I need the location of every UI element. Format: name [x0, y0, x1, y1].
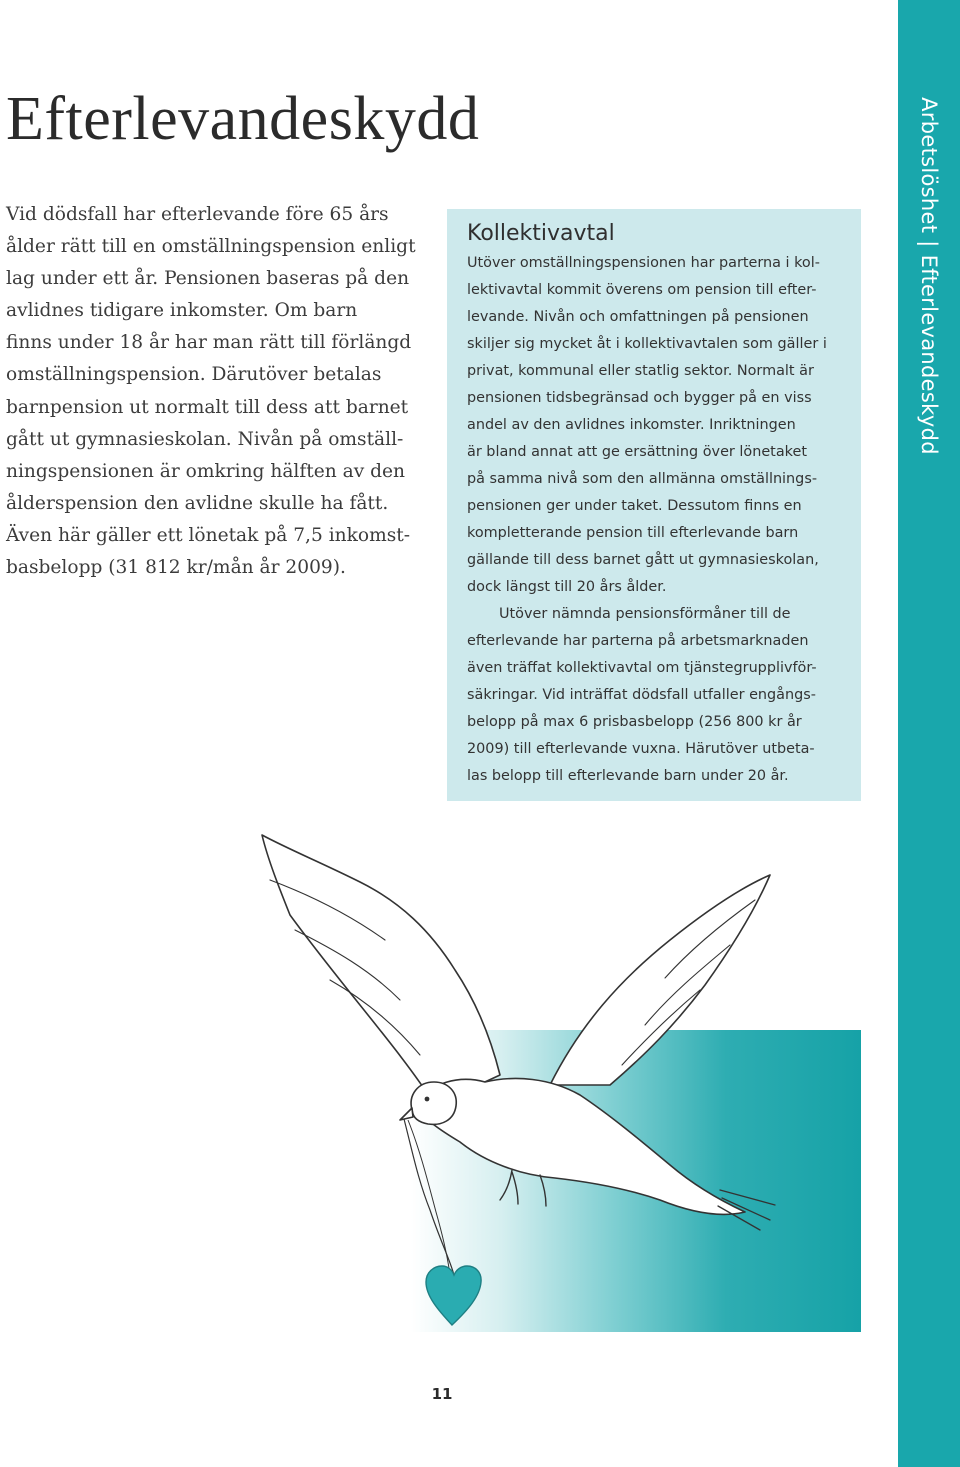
main-text-line: omställningspension. Därutöver betalas [6, 364, 382, 386]
info-box-line: Utöver omställningspensionen har parterna i kol- [467, 255, 820, 271]
info-box-line: levande. Nivån och omfattningen på pensionen [467, 309, 809, 325]
main-text-line: lag under ett år. Pensionen baseras på den [6, 268, 410, 290]
page-number: 11 [431, 1385, 453, 1403]
main-text [6, 199, 418, 584]
info-box-line: på samma nivå som den allmänna omställnings- [467, 471, 818, 487]
info-box-line: dock längst till 20 års ålder. [467, 579, 667, 595]
main-text-line: ålderspension den avlidne skulle ha fått. [6, 492, 389, 514]
main-text-line: Även här gäller ett lönetak på 7,5 inkomst- [6, 524, 411, 546]
info-box-line: kompletterande pension till efterlevande barn [467, 525, 799, 541]
chapter-side-tab-label: Arbetslöshet | Efterlevandeskydd [917, 97, 941, 455]
chapter-side-tab [898, 0, 960, 1467]
info-box-line: andel av den avlidnes inkomster. Inriktningen [467, 417, 796, 433]
info-box-line: pensionen ger under taket. Dessutom finns en [467, 498, 802, 514]
info-box-line: 2009) till efterlevande vuxna. Härutöver utbeta- [467, 741, 815, 757]
info-box-line: Utöver nämnda pensionsförmåner till de [499, 606, 791, 622]
main-text-line: gått ut gymnasieskolan. Nivån på omställ- [6, 428, 404, 450]
info-box-title: Kollektivavtal [467, 221, 615, 246]
info-box-line: las belopp till efterlevande barn under 20 år. [467, 768, 789, 784]
heart-icon [426, 1266, 481, 1325]
info-box-line: lektivavtal kommit överens om pension till efter- [467, 282, 817, 298]
info-box-line: är bland annat att ge ersättning över lönetaket [467, 444, 807, 460]
dove-with-heart-icon [250, 820, 790, 1330]
info-box-line: även träffat kollektivavtal om tjänstegrupplivför- [467, 660, 817, 676]
info-box-text [467, 250, 855, 790]
info-box-line: pensionen tidsbegränsad och bygger på en viss [467, 390, 812, 406]
info-box-line: gällande till dess barnet gått ut gymnasieskolan, [467, 552, 819, 568]
info-box-line: efterlevande har parterna på arbetsmarknaden [467, 633, 809, 649]
info-box-line: privat, kommunal eller statlig sektor. Normalt är [467, 363, 814, 379]
info-box-line: skiljer sig mycket åt i kollektivavtalen som gäller i [467, 336, 827, 352]
main-text-line: finns under 18 år har man rätt till förlängd [6, 332, 412, 354]
page-title: Efterlevandeskydd [6, 85, 480, 153]
main-text-line: basbelopp (31 812 kr/mån år 2009). [6, 557, 346, 579]
info-box-line: belopp på max 6 prisbasbelopp (256 800 kr år [467, 714, 802, 730]
main-text-line: ningspensionen är omkring hälften av den [6, 460, 406, 482]
info-box-kollektivavtal [447, 209, 861, 801]
main-text-line: barnpension ut normalt till dess att barnet [6, 396, 409, 418]
main-text-line: avlidnes tidigare inkomster. Om barn [6, 300, 358, 322]
info-box-line: säkringar. Vid inträffat dödsfall utfaller engångs- [467, 687, 816, 703]
main-text-line: Vid dödsfall har efterlevande före 65 års [6, 204, 389, 225]
main-text-line: ålder rätt till en omställningspension enligt [6, 236, 416, 258]
